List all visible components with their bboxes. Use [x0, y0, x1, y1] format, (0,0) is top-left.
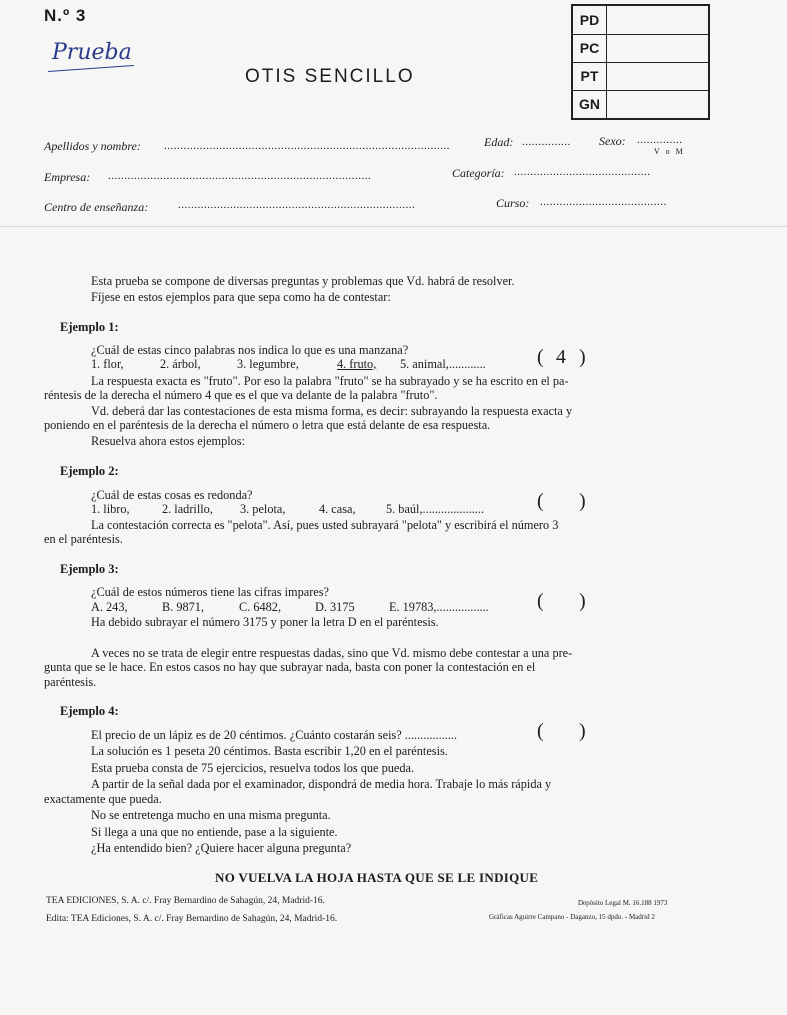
company-label: Empresa:	[44, 170, 91, 184]
example-option: 4. casa,	[319, 502, 356, 516]
example-heading: Ejemplo 4:	[60, 704, 119, 718]
age-field[interactable]: ...............	[522, 136, 571, 148]
example-explanation: Ha debido subrayar el número 3175 y poner la letra D en el paréntesis.	[91, 615, 439, 629]
answer-paren-close: )	[579, 346, 586, 368]
legal-deposit: Depósito Legal M. 16.188 1973	[578, 899, 668, 907]
do-not-turn-warning: NO VUELVA LA HOJA HASTA QUE SE LE INDIQUE	[215, 870, 539, 885]
example-heading: Ejemplo 1:	[60, 320, 119, 334]
company-field[interactable]: .................................................................................	[108, 170, 372, 182]
example-explanation: Resuelva ahora estos ejemplos:	[91, 434, 246, 448]
score-box	[571, 4, 710, 120]
example-option: 5. baúl,....................	[386, 502, 485, 516]
example-question: ¿Cuál de estas cosas es redonda?	[91, 488, 253, 502]
publisher-line: TEA EDICIONES, S. A. c/. Fray Bernardino de Sahagún, 24, Madrid-16.	[46, 896, 325, 906]
intro-line: Esta prueba se compone de diversas preguntas y problemas que Vd. habrá de resolver.	[91, 274, 515, 288]
handwritten-note: Prueba	[52, 40, 132, 65]
score-row-pc	[573, 34, 708, 63]
section-divider	[0, 226, 787, 227]
example-explanation: Esta prueba consta de 75 ejercicios, resuelva todos los que pueda.	[91, 761, 415, 775]
example-question: ¿Cuál de estas cinco palabras nos indica lo que es una manzana?	[91, 343, 409, 357]
example-option: B. 9871,	[162, 600, 205, 614]
example-option: C. 6482,	[239, 600, 282, 614]
example-heading: Ejemplo 2:	[60, 464, 119, 478]
example-explanation: exactamente que pueda.	[44, 792, 162, 806]
score-label: PD	[573, 6, 607, 34]
course-label: Curso:	[496, 196, 530, 210]
answer-paren-open: (	[537, 346, 544, 368]
score-label: GN	[573, 90, 607, 118]
example-option: D. 3175	[315, 600, 355, 614]
sex-label: Sexo:	[599, 134, 626, 148]
example-explanation: La solución es 1 peseta 20 céntimos. Basta escribir 1,20 en el paréntesis.	[91, 744, 448, 758]
example-option: 1. libro,	[91, 502, 130, 516]
example-option: 2. ladrillo,	[162, 502, 213, 516]
category-field[interactable]: ..........................................	[514, 166, 651, 178]
example-option: E. 19783,.................	[389, 600, 489, 614]
example-explanation: La respuesta exacta es "fruto". Por eso la palabra "fruto" se ha subrayado y se ha escrito en el pa-	[91, 374, 569, 388]
name-field[interactable]: ........................................................................................	[164, 140, 450, 152]
example-option: 2. árbol,	[160, 357, 201, 371]
answer-paren-open: (	[537, 490, 544, 512]
example-explanation: ¿Ha entendido bien? ¿Quiere hacer alguna pregunta?	[91, 841, 352, 855]
example-option: 1. flor,	[91, 357, 124, 371]
example-explanation: Si llega a una que no entiende, pase a la siguiente.	[91, 825, 338, 839]
example-explanation: Vd. deberá dar las contestaciones de esta misma forma, es decir: subrayando la respuesta exacta y	[91, 404, 573, 418]
sex-field[interactable]: ..............	[637, 134, 683, 146]
form-number: N.º 3	[44, 6, 87, 25]
school-label: Centro de enseñanza:	[44, 200, 149, 214]
category-label: Categoría:	[452, 166, 505, 180]
example-option: A. 243,	[91, 600, 128, 614]
example-heading: Ejemplo 3:	[60, 562, 119, 576]
example-option: 3. pelota,	[240, 502, 286, 516]
printer-line: Gráficas Aguirre Campano - Daganzo, 15 dpdo. - Madrid 2	[489, 913, 655, 921]
answer-paren-close: )	[579, 720, 586, 742]
age-label: Edad:	[484, 135, 514, 149]
score-row-pt	[573, 62, 708, 91]
answer-paren-open: (	[537, 590, 544, 612]
answer-value: 4	[556, 346, 566, 368]
example-question: El precio de un lápiz es de 20 céntimos. ¿Cuánto costarán seis? .................	[91, 728, 458, 742]
course-field[interactable]: .......................................	[540, 196, 667, 208]
example-explanation: No se entretenga mucho en una misma pregunta.	[91, 808, 331, 822]
example-explanation: en el paréntesis.	[44, 532, 123, 546]
answer-paren-close: )	[579, 490, 586, 512]
score-label: PC	[573, 34, 607, 62]
example-explanation: réntesis de la derecha el número 4 que es el que va delante de la palabra "fruto".	[44, 388, 438, 402]
example-option: 3. legumbre,	[237, 357, 299, 371]
handwritten-underline	[48, 65, 134, 72]
publisher-line: Edita: TEA Ediciones, S. A. c/. Fray Bernardino de Sahagún, 24, Madrid-16.	[46, 914, 338, 924]
name-label: Apellidos y nombre:	[44, 139, 141, 153]
intro-line: Fíjese en estos ejemplos para que sepa como ha de contestar:	[91, 290, 391, 304]
score-label: PT	[573, 62, 607, 90]
score-row-gn	[573, 90, 708, 118]
free-answer-text: paréntesis.	[44, 675, 97, 689]
page-title: OTIS SENCILLO	[245, 66, 415, 87]
example-option: 5. animal,............	[400, 357, 486, 371]
school-field[interactable]: .........................................................................	[178, 199, 416, 211]
free-answer-text: gunta que se le hace. En estos casos no hay que subrayar nada, basta con poner la contestación en el	[44, 660, 536, 674]
answer-paren-open: (	[537, 720, 544, 742]
example-explanation: poniendo en el paréntesis de la derecha el número o letra que está delante de esa respuesta.	[44, 418, 491, 432]
example-explanation: A partir de la señal dada por el examinador, dispondrá de media hora. Trabaje lo más rápida y	[91, 777, 552, 791]
example-option-underlined: 4. fruto,	[337, 357, 377, 371]
example-question: ¿Cuál de estos números tiene las cifras impares?	[91, 585, 329, 599]
sex-hint: V o M	[654, 147, 685, 156]
free-answer-text: A veces no se trata de elegir entre respuestas dadas, sino que Vd. mismo debe contestar a una pre-	[91, 646, 573, 660]
score-row-pd	[573, 6, 708, 35]
answer-paren-close: )	[579, 590, 586, 612]
example-explanation: La contestación correcta es "pelota". Así, pues usted subrayará "pelota" y escribirá el número 3	[91, 518, 559, 532]
